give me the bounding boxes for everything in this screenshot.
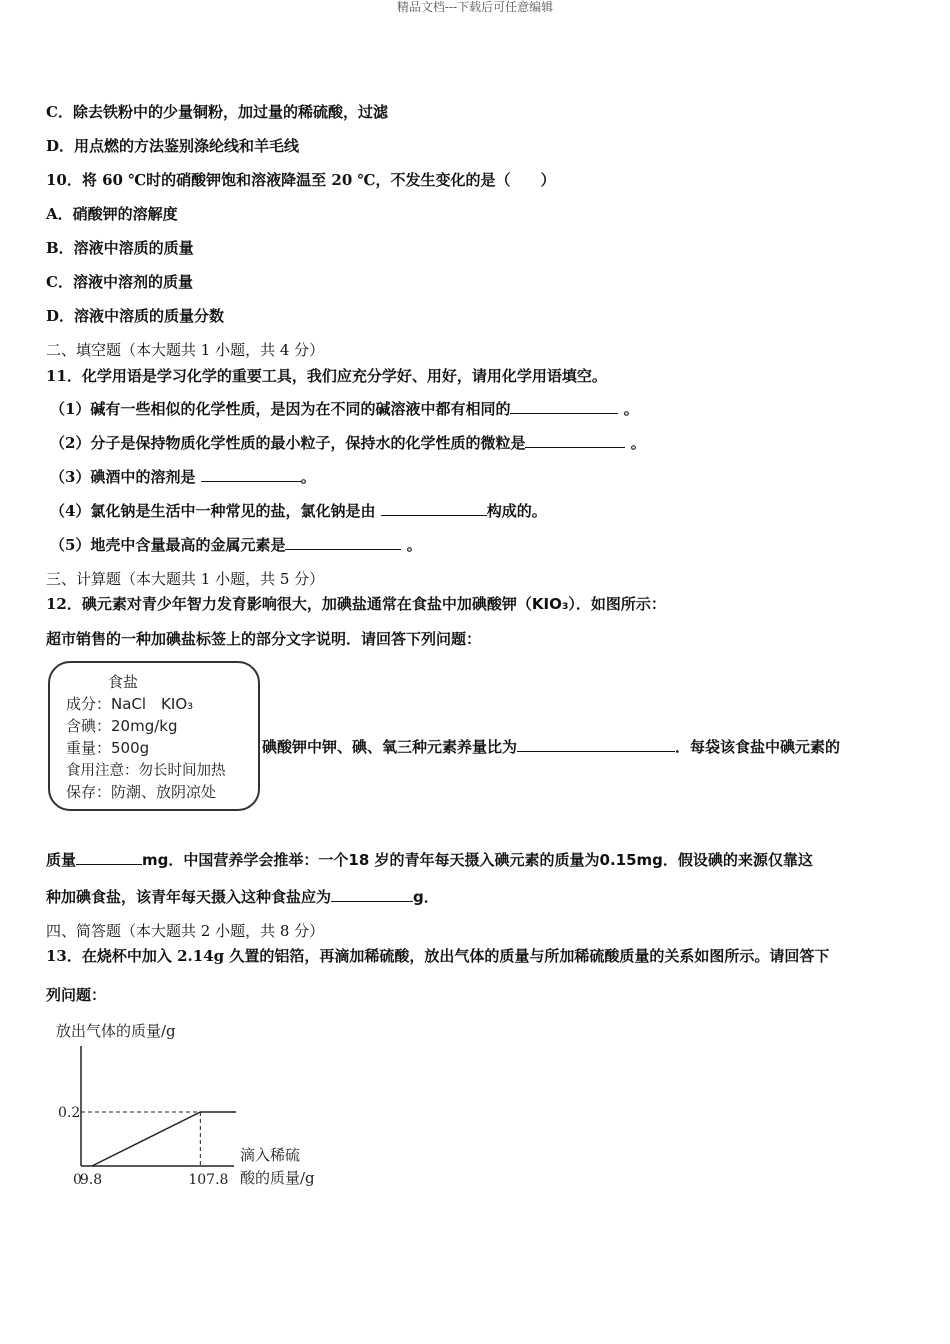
q9-option-d: D．用点燃的方法鉴别涤纶线和羊毛线 xyxy=(46,137,300,155)
salt-label-row: 成分：NaCl KIO₃ xyxy=(66,695,194,713)
y-axis-label: 放出气体的质量/g xyxy=(56,1022,176,1040)
q10-option-a: A．硝酸钾的溶解度 xyxy=(46,205,178,223)
x-tick-label: 9.8 xyxy=(79,1172,103,1188)
q11-stem: 11．化学用语是学习化学的重要工具，我们应充分学好、用好，请用化学用语填空。 xyxy=(46,367,607,385)
salt-label-card xyxy=(48,661,260,811)
answer-blank[interactable] xyxy=(525,433,625,448)
q11-part-2-text: （2）分子是保持物质化学性质的最小粒子，保持水的化学性质的微粒是 xyxy=(50,434,526,452)
gas-curve xyxy=(92,1112,236,1166)
answer-blank[interactable] xyxy=(201,467,301,482)
q12-salt-question: 种加碘食盐，该青年每天摄入这种食盐应为 xyxy=(46,888,332,906)
x-tick-label: 107.8 xyxy=(188,1172,229,1188)
answer-blank[interactable] xyxy=(381,501,487,516)
q11-part-1-end: 。 xyxy=(623,400,639,418)
q11-part-4 xyxy=(50,501,547,521)
q11-part-2-end: 。 xyxy=(630,434,646,452)
dose-value: 0.15mg xyxy=(599,851,663,869)
section-2-heading: 二、填空题（本大题共 1 小题，共 4 分） xyxy=(46,341,325,359)
answer-blank[interactable] xyxy=(517,737,675,752)
q12-stem-end: ）．如图所示： xyxy=(568,595,666,613)
q12-assume-text: ．假设碘的来源仅靠这 xyxy=(662,851,813,869)
unit-mg: mg xyxy=(142,851,169,869)
q11-part-5-end: 。 xyxy=(406,536,422,554)
q12-ratio-question-end: ．每袋该食盐中碘元素的 xyxy=(675,738,841,756)
q11-part-3-text: （3）碘酒中的溶剂是 xyxy=(50,468,196,486)
page-header: 精品文档---下载后可任意编辑 xyxy=(396,0,554,14)
section-3-heading: 三、计算题（本大题共 1 小题，共 5 分） xyxy=(46,570,325,588)
q13-stem-1: 13．在烧杯中加入 2.14g 久置的铝箔，再滴加稀硫酸，放出气体的质量与所加稀硫酸质量的关系如图所示。请回答下 xyxy=(46,947,830,965)
salt-label-title: 食盐 xyxy=(108,673,139,691)
answer-blank[interactable] xyxy=(76,850,142,865)
q10-option-c: C．溶液中溶剂的质量 xyxy=(46,273,193,291)
section-4-heading: 四、简答题（本大题共 2 小题，共 8 分） xyxy=(46,922,325,940)
q13-stem-2: 列问题： xyxy=(46,986,107,1004)
x-axis-label-line-2: 酸的质量/g xyxy=(240,1169,315,1187)
salt-label-row: 保存：防潮、放阴凉处 xyxy=(66,783,217,801)
q12-recommend-text: ．中国营养学会推举：一个 xyxy=(168,851,349,869)
age-value: 18 xyxy=(348,851,370,869)
answer-blank[interactable] xyxy=(285,535,401,550)
q12-intake-text: 岁的青年每天摄入碘元素的质量为 xyxy=(374,851,600,869)
origin-label: 0 xyxy=(73,1172,82,1188)
answer-blank[interactable] xyxy=(510,399,618,414)
q10-option-d: D．溶液中溶质的质量分数 xyxy=(46,307,225,325)
q12-line-4 xyxy=(46,887,439,907)
q12-side-text xyxy=(262,737,840,757)
q12-ratio-question: 碘酸钾中钾、碘、氧三种元素养量比为 xyxy=(262,738,518,756)
kio3-formula: KIO₃ xyxy=(531,595,569,613)
q11-part-1-text: （1）碱有一些相似的化学性质，是因为在不同的碱溶液中都有相同的 xyxy=(50,400,511,418)
q10-option-b: B．溶液中溶质的质量 xyxy=(46,239,194,257)
q12-period: ． xyxy=(423,888,439,906)
q12-line-3 xyxy=(46,850,813,870)
salt-label-row: 含碘：20mg/kg xyxy=(66,717,178,735)
q11-part-2 xyxy=(50,433,646,453)
q11-part-3 xyxy=(50,467,316,487)
q11-part-5 xyxy=(50,535,422,555)
q12-stem-2: 超市销售的一种加碘盐标签上的部分文字说明．请回答下列问题： xyxy=(46,630,482,648)
unit-g: g xyxy=(413,888,424,906)
q11-part-4-end: 构成的。 xyxy=(486,502,547,520)
gas-mass-chart xyxy=(44,1016,344,1196)
q12-mass-text: 质量 xyxy=(46,851,77,869)
q11-part-1 xyxy=(50,399,639,419)
q11-part-5-text: （5）地壳中含量最高的金属元素是 xyxy=(50,536,286,554)
q9-option-c: C．除去铁粉中的少量铜粉，加过量的稀硫酸，过滤 xyxy=(46,103,388,121)
salt-label-row: 食用注意：勿长时间加热 xyxy=(66,763,226,779)
q12-stem-text: 12．碘元素对青少年智力发育影响很大，加碘盐通常在食盐中加碘酸钾（ xyxy=(46,595,532,613)
salt-label-row: 重量：500g xyxy=(66,739,150,757)
y-tick-label: 0.2 xyxy=(58,1105,81,1121)
q11-part-3-end: 。 xyxy=(300,468,316,486)
q12-stem-1 xyxy=(46,594,666,614)
x-axis-label-line-1: 滴入稀硫 xyxy=(240,1146,301,1164)
q11-part-4-text: （4）氯化钠是生活中一种常见的盐，氯化钠是由 xyxy=(50,502,376,520)
q10-stem: 10．将 60 ℃时的硝酸钾饱和溶液降温至 20 ℃，不发生变化的是（ ） xyxy=(46,171,556,189)
answer-blank[interactable] xyxy=(331,887,413,902)
